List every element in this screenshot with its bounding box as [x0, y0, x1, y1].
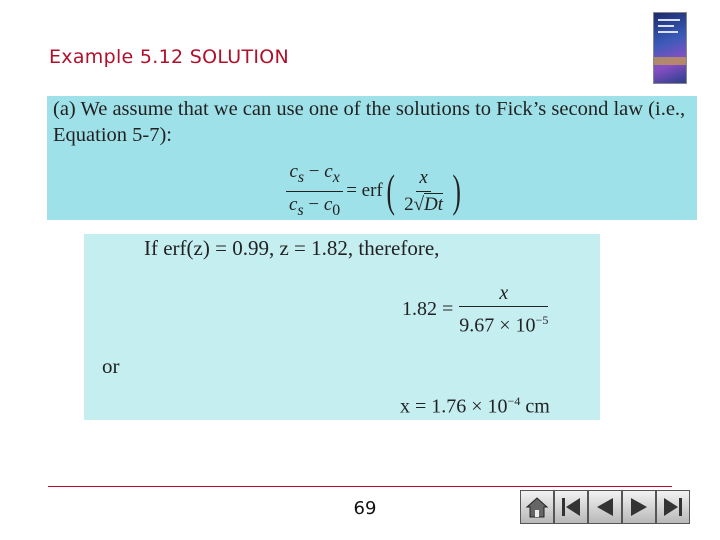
- book-cover-thumbnail: [653, 12, 687, 84]
- eq2-lhs: 1.82 =: [402, 297, 454, 320]
- eq3-exponent: −4: [507, 394, 521, 408]
- home-button[interactable]: [520, 490, 554, 524]
- slide-navigation: [520, 490, 690, 524]
- eq-sub-0: 0: [332, 201, 341, 219]
- footer-divider: [48, 486, 672, 487]
- solution-part-a-panel: [47, 96, 697, 220]
- eq2-den-base: 9.67 × 10: [459, 314, 536, 337]
- eq-coef-2: 2: [404, 193, 414, 215]
- home-icon: [524, 494, 550, 520]
- sqrt-symbol: √: [413, 193, 425, 215]
- solution-part-b-panel: [84, 234, 600, 420]
- book-cover-line: [658, 19, 680, 21]
- eq2-denominator: [456, 307, 551, 337]
- fraction-denominator: [286, 192, 343, 222]
- first-icon: [558, 494, 584, 520]
- last-icon: [660, 494, 686, 520]
- next-slide-button[interactable]: [622, 490, 656, 524]
- previous-icon: [592, 494, 618, 520]
- page-number: 69: [353, 498, 377, 519]
- eq2-fraction: [456, 282, 551, 337]
- eq-sub-s: s: [297, 201, 304, 219]
- erf-numerator: x: [416, 167, 430, 192]
- eq-c0: c: [323, 193, 333, 215]
- part-a-line-2: Equation 5-7):: [53, 124, 172, 146]
- eq-sub-s: s: [297, 168, 305, 186]
- first-slide-button[interactable]: [554, 490, 588, 524]
- erf-denominator: [401, 192, 446, 216]
- right-paren: ): [452, 165, 461, 216]
- last-slide-button[interactable]: [656, 490, 690, 524]
- eq-cs: c: [289, 160, 298, 182]
- erf-condition-text: If erf(z) = 0.99, z = 1.82, therefore,: [144, 236, 440, 260]
- eq-dt: Dt: [424, 193, 444, 215]
- eq3-base: x = 1.76 × 10: [400, 395, 508, 418]
- eq-minus: −: [304, 160, 325, 182]
- erf-argument-fraction: [401, 167, 446, 216]
- equals-erf: = erf: [346, 180, 383, 201]
- eq-cs: c: [289, 193, 298, 215]
- eq2-den-exponent: −5: [535, 313, 549, 327]
- eq2-numerator: x: [459, 282, 548, 307]
- x-result-equation: [400, 394, 550, 419]
- fraction-numerator: [286, 161, 342, 192]
- slide-title: Example 5.12 SOLUTION: [49, 46, 290, 68]
- eq-cx: c: [324, 160, 333, 182]
- part-a-line-1: (a) We assume that we can use one of the solutions to Fick’s second law (i.e.,: [53, 98, 686, 120]
- concentration-fraction: [286, 161, 343, 222]
- or-text: or: [102, 354, 120, 378]
- z-value-equation: [402, 282, 554, 337]
- next-icon: [626, 494, 652, 520]
- eq-minus: −: [303, 193, 324, 215]
- eq3-unit: cm: [520, 395, 550, 418]
- book-cover-line: [658, 25, 674, 27]
- book-cover-line: [658, 31, 678, 33]
- previous-slide-button[interactable]: [588, 490, 622, 524]
- ficks-second-law-equation: [283, 162, 464, 220]
- eq-sub-x: x: [332, 168, 340, 186]
- left-paren: (: [386, 165, 395, 216]
- book-cover-band: [654, 57, 686, 65]
